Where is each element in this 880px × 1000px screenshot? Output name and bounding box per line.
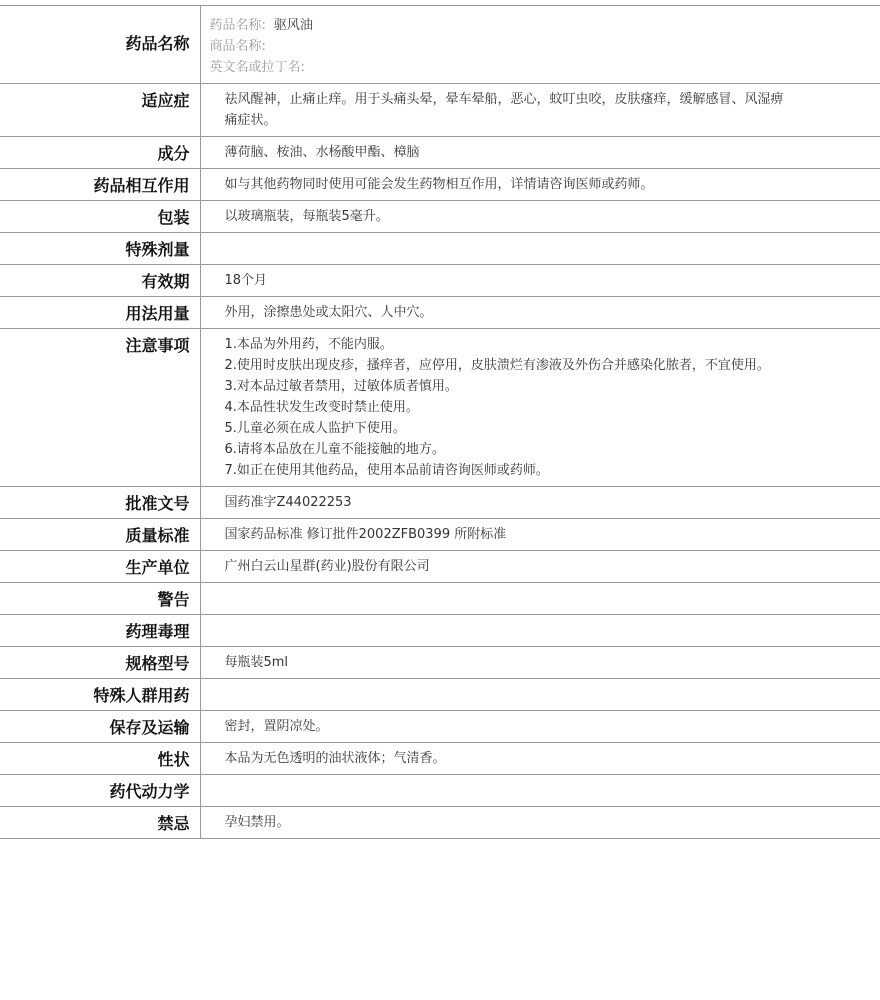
label-appearance: 性状 (0, 743, 200, 775)
value-packaging: 以玻璃瓶装，每瓶装5毫升。 (200, 201, 880, 233)
row-drug-name (0, 6, 880, 84)
generic-name-value: 驱风油 (273, 18, 313, 33)
value-pharmacology (200, 615, 880, 647)
value-manufacturer: 广州白云山星群(药业)股份有限公司 (200, 551, 880, 583)
trade-name-key: 商品名称: (209, 39, 266, 54)
label-storage: 保存及运输 (0, 711, 200, 743)
row-approval-number (0, 487, 880, 519)
label-packaging: 包装 (0, 201, 200, 233)
precaution-item: 5.儿童必须在成人监护下使用。 (224, 421, 406, 436)
label-special-populations: 特殊人群用药 (0, 679, 200, 711)
value-usage: 外用，涂擦患处或太阳穴、人中穴。 (200, 297, 880, 329)
value-special-populations (200, 679, 880, 711)
label-approval-number: 批准文号 (0, 487, 200, 519)
label-warning: 警告 (0, 583, 200, 615)
row-precautions (0, 329, 880, 487)
row-appearance (0, 743, 880, 775)
label-precautions: 注意事项 (0, 329, 200, 487)
label-pharmacokinetics: 药代动力学 (0, 775, 200, 807)
precaution-item: 2.使用时皮肤出现皮疹，搔痒者，应停用，皮肤溃烂有渗液及外伤合并感染化脓者，不宜使用。 (224, 358, 770, 373)
row-pharmacology (0, 615, 880, 647)
label-interactions: 药品相互作用 (0, 169, 200, 201)
row-specification (0, 647, 880, 679)
value-quality-standard: 国家药品标准 修订批件2002ZFB0399 所附标准 (200, 519, 880, 551)
label-manufacturer: 生产单位 (0, 551, 200, 583)
row-usage (0, 297, 880, 329)
row-special-dosage (0, 233, 880, 265)
label-shelf-life: 有效期 (0, 265, 200, 297)
trade-name-line (210, 36, 791, 57)
value-specification: 每瓶装5ml (200, 647, 880, 679)
value-interactions: 如与其他药物同时使用可能会发生药物相互作用，详情请咨询医师或药师。 (200, 169, 880, 201)
row-manufacturer (0, 551, 880, 583)
label-special-dosage: 特殊剂量 (0, 233, 200, 265)
precaution-item: 6.请将本品放在儿童不能接触的地方。 (224, 442, 445, 457)
label-contraindications: 禁忌 (0, 807, 200, 839)
drug-info-table (0, 5, 880, 839)
value-shelf-life: 18个月 (200, 265, 880, 297)
row-ingredients (0, 137, 880, 169)
label-specification: 规格型号 (0, 647, 200, 679)
row-interactions (0, 169, 880, 201)
label-drug-name: 药品名称 (0, 6, 200, 84)
label-quality-standard: 质量标准 (0, 519, 200, 551)
generic-name-line (210, 15, 791, 36)
generic-name-key: 药品名称: (209, 18, 266, 33)
precaution-item: 4.本品性状发生改变时禁止使用。 (224, 400, 419, 415)
value-indications: 祛风醒神，止痛止痒。用于头痛头晕，晕车晕船，恶心，蚊叮虫咬，皮肤瘙痒，缓解感冒、风湿痹痛症状。 (200, 84, 880, 137)
value-storage: 密封，置阴凉处。 (200, 711, 880, 743)
value-pharmacokinetics (200, 775, 880, 807)
value-contraindications: 孕妇禁用。 (200, 807, 880, 839)
english-name-key: 英文名或拉丁名: (209, 60, 305, 75)
value-ingredients: 薄荷脑、桉油、水杨酸甲酯、樟脑 (200, 137, 880, 169)
label-ingredients: 成分 (0, 137, 200, 169)
label-usage: 用法用量 (0, 297, 200, 329)
precaution-item: 3.对本品过敏者禁用，过敏体质者慎用。 (224, 379, 458, 394)
value-appearance: 本品为无色透明的油状液体；气清香。 (200, 743, 880, 775)
precaution-item: 1.本品为外用药，不能内服。 (224, 337, 393, 352)
value-approval-number: 国药准字Z44022253 (200, 487, 880, 519)
row-warning (0, 583, 880, 615)
value-precautions (200, 329, 880, 487)
row-shelf-life (0, 265, 880, 297)
label-pharmacology: 药理毒理 (0, 615, 200, 647)
precaution-item: 7.如正在使用其他药品，使用本品前请咨询医师或药师。 (224, 463, 549, 478)
label-indications: 适应症 (0, 84, 200, 137)
row-indications (0, 84, 880, 137)
drug-name-block (200, 6, 880, 84)
value-warning (200, 583, 880, 615)
row-packaging (0, 201, 880, 233)
row-storage (0, 711, 880, 743)
english-name-line (210, 57, 791, 78)
row-quality-standard (0, 519, 880, 551)
value-special-dosage (200, 233, 880, 265)
row-special-populations (0, 679, 880, 711)
row-pharmacokinetics (0, 775, 880, 807)
row-contraindications (0, 807, 880, 839)
